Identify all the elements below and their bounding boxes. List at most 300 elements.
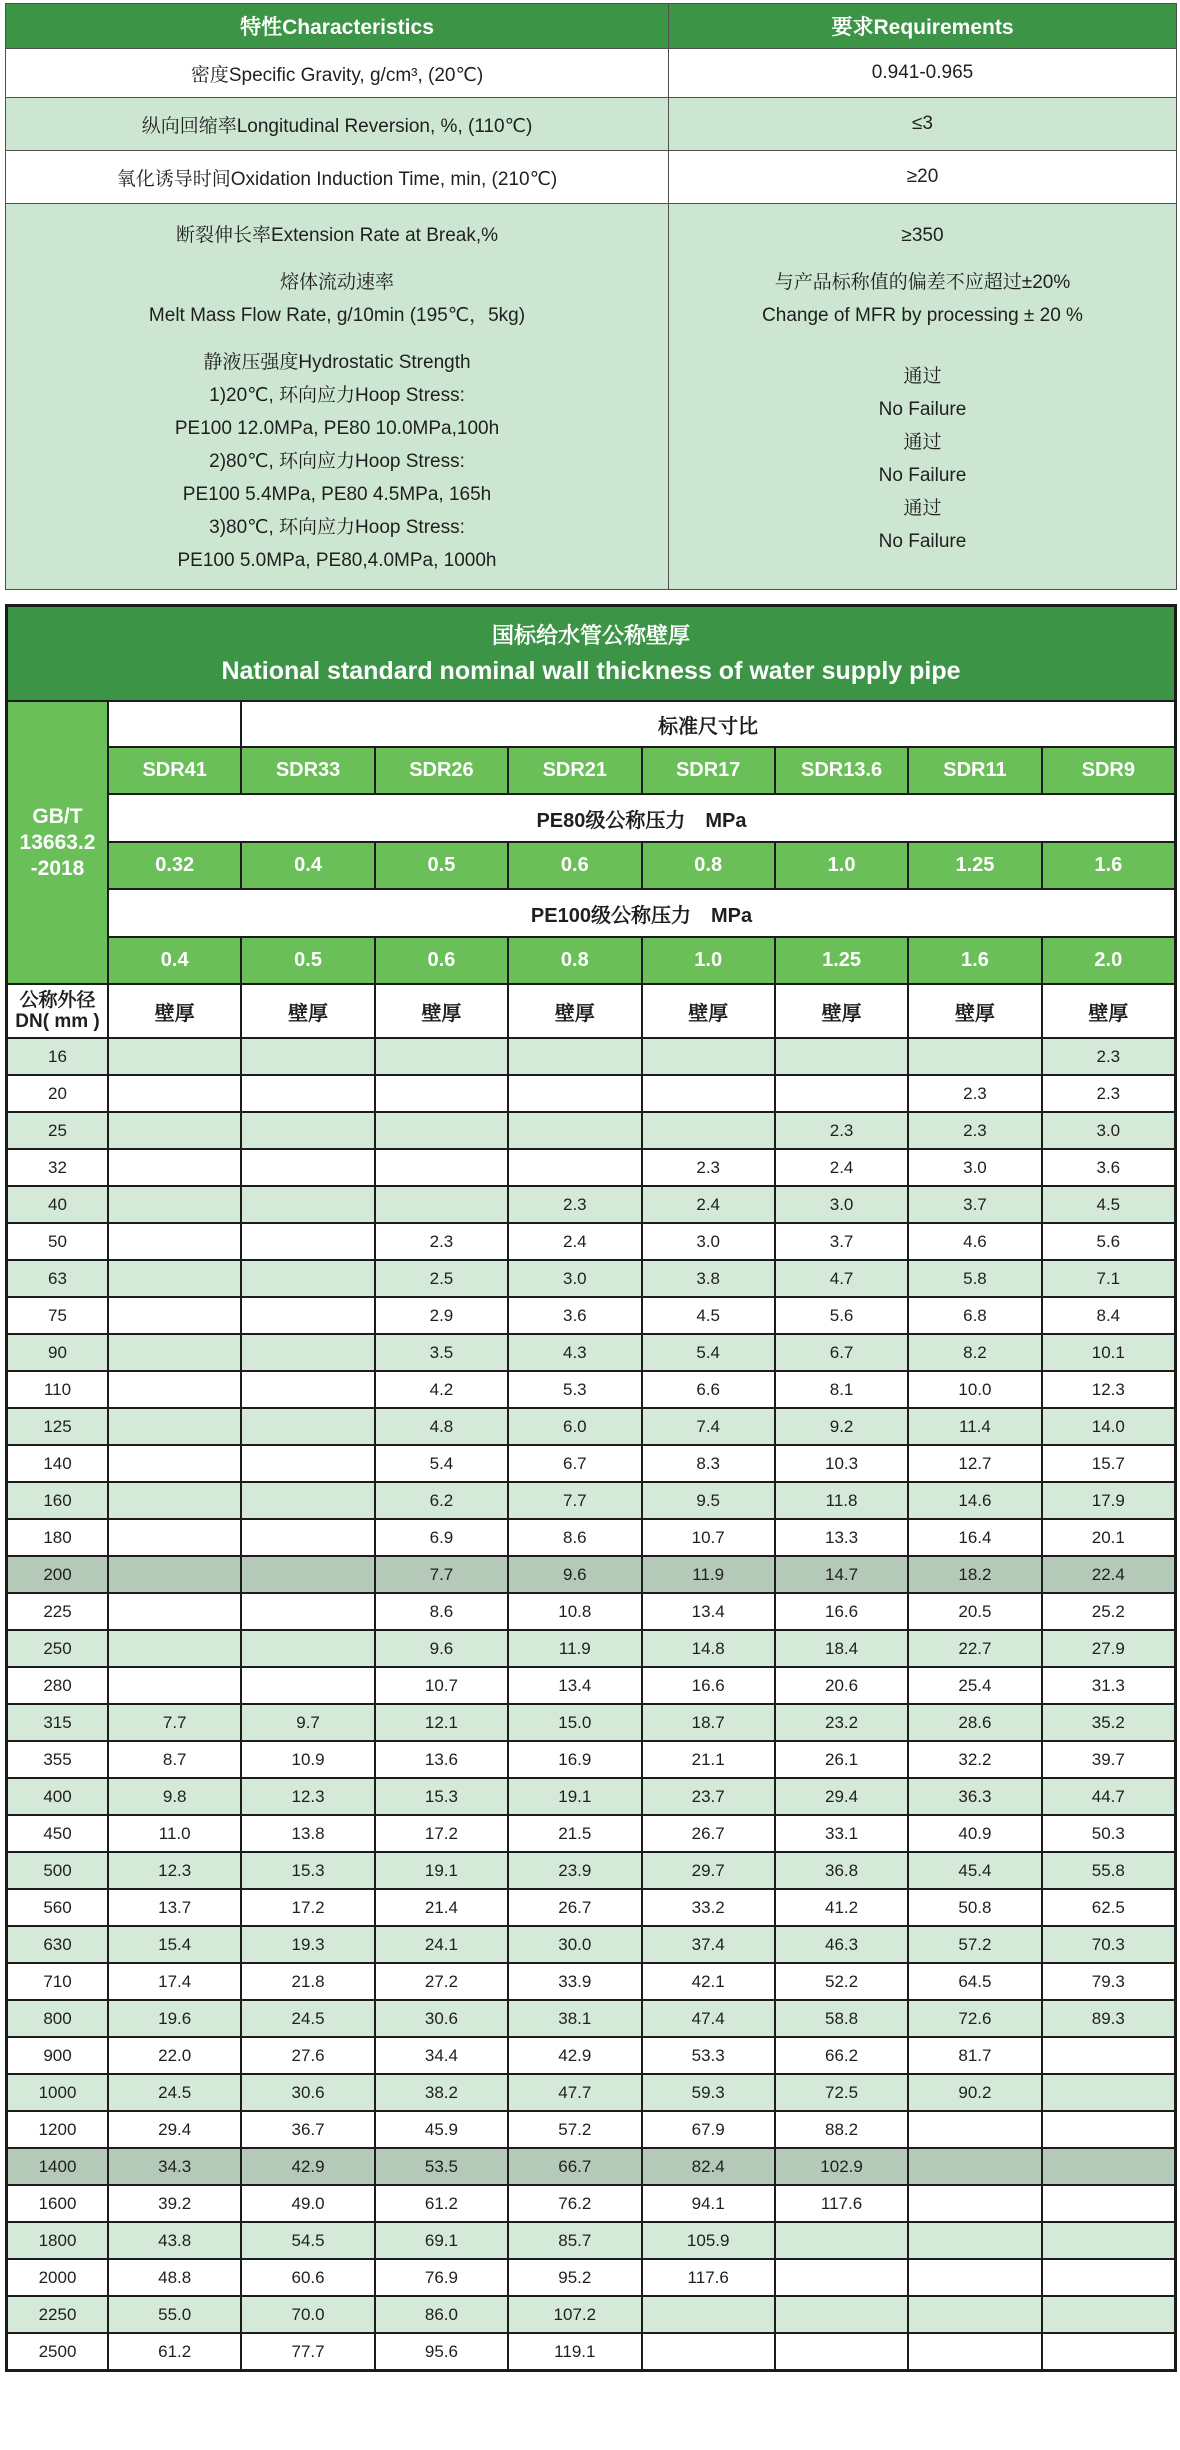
wall-thickness-value: 4.8 xyxy=(376,1409,507,1444)
pe80-pressure-value: 1.6 xyxy=(1043,843,1174,888)
wall-thickness-value: 21.5 xyxy=(509,1816,640,1851)
table-row xyxy=(8,1816,1174,1851)
wall-thickness-value xyxy=(109,1187,240,1222)
wall-thickness-value: 11.0 xyxy=(109,1816,240,1851)
characteristic-line: Melt Mass Flow Rate, g/10min (195℃，5kg) xyxy=(148,305,526,326)
table-row xyxy=(8,2001,1174,2036)
wall-thickness-value: 26.1 xyxy=(776,1742,907,1777)
wall-thickness-value xyxy=(109,1557,240,1592)
wall-thickness-value: 39.7 xyxy=(1043,1742,1174,1777)
wall-thickness-value: 17.4 xyxy=(109,1964,240,1999)
wall-thickness-value: 95.6 xyxy=(376,2334,507,2369)
wall-thickness-value: 67.9 xyxy=(643,2112,774,2147)
wall-thickness-value: 20.5 xyxy=(909,1594,1040,1629)
wall-thickness-value: 21.8 xyxy=(242,1964,373,1999)
wall-thickness-value xyxy=(909,2334,1040,2369)
wall-thickness-value xyxy=(1043,2223,1174,2258)
wall-thickness-value: 47.7 xyxy=(509,2075,640,2110)
wall-thickness-value: 55.8 xyxy=(1043,1853,1174,1888)
wall-thickness-value xyxy=(1043,2186,1174,2221)
wall-thickness-value: 42.9 xyxy=(242,2149,373,2184)
dn-value: 450 xyxy=(8,1816,107,1851)
wall-thickness-value: 20.6 xyxy=(776,1668,907,1703)
wall-thickness-value: 5.8 xyxy=(909,1261,1040,1296)
wall-thickness-value: 34.4 xyxy=(376,2038,507,2073)
table-row xyxy=(8,1261,1174,1296)
wall-thickness-value xyxy=(776,2223,907,2258)
wall-thickness-value: 17.9 xyxy=(1043,1483,1174,1518)
wall-thickness-value xyxy=(909,2297,1040,2332)
wall-thickness-value: 3.0 xyxy=(643,1224,774,1259)
wall-thickness-value: 86.0 xyxy=(376,2297,507,2332)
wall-thickness-value: 2.4 xyxy=(509,1224,640,1259)
wall-thickness-value: 25.2 xyxy=(1043,1594,1174,1629)
wall-thickness-value: 2.3 xyxy=(776,1113,907,1148)
wall-thickness-value xyxy=(109,1039,240,1074)
wall-thickness-value: 64.5 xyxy=(909,1964,1040,1999)
dn-label-line: DN( mm ) xyxy=(15,1011,100,1032)
dn-value: 315 xyxy=(8,1705,107,1740)
wall-thickness-value: 35.2 xyxy=(1043,1705,1174,1740)
wall-thickness-value: 10.1 xyxy=(1043,1335,1174,1370)
table-row xyxy=(8,2223,1174,2258)
wall-thickness-value: 18.2 xyxy=(909,1557,1040,1592)
wall-thickness-value xyxy=(1043,2075,1174,2110)
wall-thickness-value xyxy=(909,1039,1040,1074)
wall-thickness-value xyxy=(109,1520,240,1555)
wall-thickness-value: 33.9 xyxy=(509,1964,640,1999)
wall-thickness-value xyxy=(109,1631,240,1666)
wall-thickness-value xyxy=(109,1261,240,1296)
wall-thickness-value: 6.8 xyxy=(909,1298,1040,1333)
dn-value: 1600 xyxy=(8,2186,107,2221)
dn-value: 16 xyxy=(8,1039,107,1074)
wall-thickness-value: 2.4 xyxy=(776,1150,907,1185)
table-row xyxy=(8,1890,1174,1925)
wall-thickness-value: 7.4 xyxy=(643,1409,774,1444)
dn-value: 200 xyxy=(8,1557,107,1592)
wall-thickness-label: 壁厚 xyxy=(109,985,240,1037)
wall-thickness-value: 53.5 xyxy=(376,2149,507,2184)
wall-thickness-value xyxy=(909,2186,1040,2221)
dn-value: 400 xyxy=(8,1779,107,1814)
requirement-line: No Failure xyxy=(878,531,967,552)
pe80-pressure-value: 0.6 xyxy=(509,843,640,888)
dn-value: 1800 xyxy=(8,2223,107,2258)
wall-thickness-label: 壁厚 xyxy=(242,985,373,1037)
wall-thickness-value: 2.4 xyxy=(643,1187,774,1222)
wall-thickness-label: 壁厚 xyxy=(643,985,774,1037)
pe80-pressure-value: 1.0 xyxy=(776,843,907,888)
wall-thickness-value: 3.7 xyxy=(909,1187,1040,1222)
sdr-columns-row xyxy=(109,748,1174,793)
table-row-merged xyxy=(6,204,1176,589)
wall-thickness-value: 8.2 xyxy=(909,1335,1040,1370)
wall-thickness-value: 2.9 xyxy=(376,1298,507,1333)
wall-thickness-value: 19.1 xyxy=(376,1853,507,1888)
table-row xyxy=(8,1187,1174,1222)
wall-thickness-value: 14.0 xyxy=(1043,1409,1174,1444)
wall-thickness-value xyxy=(376,1076,507,1111)
wall-thickness-value: 8.7 xyxy=(109,1742,240,1777)
standard-number-line: 13663.2 xyxy=(19,830,96,854)
wall-thickness-value: 15.7 xyxy=(1043,1446,1174,1481)
table-row xyxy=(8,2112,1174,2147)
wall-thickness-value: 2.3 xyxy=(643,1150,774,1185)
wall-thickness-value xyxy=(776,2334,907,2369)
wall-thickness-value: 10.8 xyxy=(509,1594,640,1629)
wall-thickness-value: 36.7 xyxy=(242,2112,373,2147)
wall-thickness-value xyxy=(242,1594,373,1629)
wall-thickness-value: 3.5 xyxy=(376,1335,507,1370)
wall-thickness-value: 3.8 xyxy=(643,1261,774,1296)
wall-thickness-value: 3.0 xyxy=(909,1150,1040,1185)
wall-thickness-label: 壁厚 xyxy=(376,985,507,1037)
dn-value: 710 xyxy=(8,1964,107,1999)
wall-thickness-value xyxy=(109,1594,240,1629)
wall-thickness-value: 16.6 xyxy=(643,1668,774,1703)
characteristic-label: 密度Specific Gravity, g/cm³, (20℃) xyxy=(6,49,668,97)
wall-thickness-value: 25.4 xyxy=(909,1668,1040,1703)
wall-thickness-value: 44.7 xyxy=(1043,1779,1174,1814)
wall-thickness-value: 3.6 xyxy=(509,1298,640,1333)
wall-thickness-value: 24.5 xyxy=(242,2001,373,2036)
dn-value: 2250 xyxy=(8,2297,107,2332)
sdr-column-header: SDR17 xyxy=(643,748,774,793)
wall-thickness-value: 22.4 xyxy=(1043,1557,1174,1592)
wall-thickness-value: 52.2 xyxy=(776,1964,907,1999)
table-row xyxy=(8,1520,1174,1555)
dn-value: 25 xyxy=(8,1113,107,1148)
wall-thickness-value: 24.5 xyxy=(109,2075,240,2110)
dn-label-line: 公称外径 xyxy=(19,990,96,1011)
wall-thickness-value: 2.3 xyxy=(1043,1076,1174,1111)
wall-thickness-value: 30.0 xyxy=(509,1927,640,1962)
requirement-line: Change of MFR by processing ± 20 % xyxy=(762,305,1083,326)
table-row xyxy=(8,2186,1174,2221)
wall-thickness-value: 8.1 xyxy=(776,1372,907,1407)
wall-thickness-value: 12.7 xyxy=(909,1446,1040,1481)
wall-thickness-value xyxy=(376,1039,507,1074)
blank-cell xyxy=(109,702,240,746)
wall-thickness-value: 7.7 xyxy=(109,1705,240,1740)
dn-value: 110 xyxy=(8,1372,107,1407)
wall-thickness-value: 13.3 xyxy=(776,1520,907,1555)
wall-thickness-value: 11.4 xyxy=(909,1409,1040,1444)
table-row xyxy=(8,1039,1174,1074)
sdr-title-row xyxy=(109,702,1174,746)
wall-thickness-value: 7.1 xyxy=(1043,1261,1174,1296)
pe80-pressure-header: PE80级公称压力 MPa xyxy=(109,795,1174,841)
wall-thickness-value: 2.3 xyxy=(1043,1039,1174,1074)
wall-thickness-label: 壁厚 xyxy=(1043,985,1174,1037)
table-row xyxy=(8,1853,1174,1888)
dn-value: 1000 xyxy=(8,2075,107,2110)
pe100-pressure-value: 1.25 xyxy=(776,938,907,983)
wall-thickness-value: 89.3 xyxy=(1043,2001,1174,2036)
wall-thickness-value: 11.9 xyxy=(509,1631,640,1666)
wall-thickness-value: 19.6 xyxy=(109,2001,240,2036)
wall-thickness-value: 21.4 xyxy=(376,1890,507,1925)
wall-thickness-value xyxy=(1043,2260,1174,2295)
wall-thickness-value xyxy=(242,1150,373,1185)
wall-thickness-value xyxy=(242,1113,373,1148)
wall-thickness-value: 43.8 xyxy=(109,2223,240,2258)
nominal-outer-diameter-header xyxy=(8,985,107,1037)
dn-value: 2500 xyxy=(8,2334,107,2369)
table-row xyxy=(8,1409,1174,1444)
wall-thickness-value xyxy=(109,1372,240,1407)
wall-thickness-value: 10.7 xyxy=(643,1520,774,1555)
dn-value: 90 xyxy=(8,1335,107,1370)
requirement-line: ≥350 xyxy=(901,225,944,246)
table-row xyxy=(8,1372,1174,1407)
wall-thickness-value: 38.2 xyxy=(376,2075,507,2110)
wall-thickness-value: 9.5 xyxy=(643,1483,774,1518)
characteristic-line: 2)80℃, 环向应力Hoop Stress: xyxy=(209,451,465,472)
wall-thickness-value: 20.1 xyxy=(1043,1520,1174,1555)
wall-thickness-value: 117.6 xyxy=(776,2186,907,2221)
wall-thickness-value xyxy=(109,1668,240,1703)
wall-thickness-value: 15.4 xyxy=(109,1927,240,1962)
table-row xyxy=(8,1113,1174,1148)
sdr-column-header: SDR33 xyxy=(242,748,373,793)
pe100-pressure-value: 1.6 xyxy=(909,938,1040,983)
sdr-column-header: SDR13.6 xyxy=(776,748,907,793)
dn-value: 125 xyxy=(8,1409,107,1444)
wall-thickness-value xyxy=(242,1372,373,1407)
wall-thickness-value: 18.7 xyxy=(643,1705,774,1740)
pe80-pressure-value: 0.32 xyxy=(109,843,240,888)
wall-thickness-value: 6.0 xyxy=(509,1409,640,1444)
dn-value: 1400 xyxy=(8,2149,107,2184)
requirement-line: 与产品标称值的偏差不应超过±20% xyxy=(774,272,1071,293)
wall-thickness-value: 12.3 xyxy=(109,1853,240,1888)
wall-thickness-value: 72.5 xyxy=(776,2075,907,2110)
characteristic-line: PE100 5.4MPa, PE80 4.5MPa, 165h xyxy=(182,484,492,505)
wall-thickness-value: 81.7 xyxy=(909,2038,1040,2073)
wall-thickness-value: 3.0 xyxy=(776,1187,907,1222)
wall-thickness-value xyxy=(242,1224,373,1259)
pe100-pressure-value: 2.0 xyxy=(1043,938,1174,983)
wall-thickness-value: 8.3 xyxy=(643,1446,774,1481)
characteristic-line: PE100 12.0MPa, PE80 10.0MPa,100h xyxy=(174,418,500,439)
dn-value: 630 xyxy=(8,1927,107,1962)
wall-thickness-value: 61.2 xyxy=(376,2186,507,2221)
requirement-line: 通过 xyxy=(903,432,942,453)
wall-thickness-value: 14.7 xyxy=(776,1557,907,1592)
wall-thickness-value: 69.1 xyxy=(376,2223,507,2258)
wall-thickness-value: 15.3 xyxy=(242,1853,373,1888)
wall-thickness-value xyxy=(909,2223,1040,2258)
wall-thickness-value: 4.5 xyxy=(1043,1187,1174,1222)
wall-thickness-value: 31.3 xyxy=(1043,1668,1174,1703)
table-row xyxy=(8,2260,1174,2295)
wall-thickness-value: 26.7 xyxy=(643,1816,774,1851)
wall-thickness-value: 27.9 xyxy=(1043,1631,1174,1666)
wall-thickness-value xyxy=(242,1409,373,1444)
wall-thickness-value: 9.8 xyxy=(109,1779,240,1814)
wall-thickness-value: 82.4 xyxy=(643,2149,774,2184)
wall-thickness-value: 18.4 xyxy=(776,1631,907,1666)
table-row xyxy=(6,98,1176,150)
wall-thickness-value: 23.9 xyxy=(509,1853,640,1888)
table-row xyxy=(8,1446,1174,1481)
wall-thickness-value: 53.3 xyxy=(643,2038,774,2073)
wall-thickness-value xyxy=(509,1113,640,1148)
wall-thickness-value: 60.6 xyxy=(242,2260,373,2295)
table-row xyxy=(8,1779,1174,1814)
wall-thickness-value: 32.2 xyxy=(909,1742,1040,1777)
wall-thickness-value xyxy=(109,1483,240,1518)
table-title-en: National standard nominal wall thickness of water supply pipe xyxy=(221,656,961,685)
wall-thickness-value xyxy=(376,1113,507,1148)
requirement-multiline-cell xyxy=(669,204,1176,589)
wall-thickness-value: 14.6 xyxy=(909,1483,1040,1518)
wall-thickness-value xyxy=(242,1668,373,1703)
requirement-line: 通过 xyxy=(903,366,942,387)
wall-thickness-value: 5.6 xyxy=(1043,1224,1174,1259)
wall-thickness-value xyxy=(776,1076,907,1111)
sdr-ratio-header: 标准尺寸比 xyxy=(242,702,1174,746)
pe80-pressure-title-row xyxy=(109,795,1174,841)
characteristic-label: 纵向回缩率Longitudinal Reversion, %, (110℃) xyxy=(6,98,668,150)
wall-thickness-value: 76.9 xyxy=(376,2260,507,2295)
table-row xyxy=(8,2297,1174,2332)
wall-thickness-value xyxy=(242,1557,373,1592)
wall-thickness-value xyxy=(109,1113,240,1148)
wall-thickness-value: 41.2 xyxy=(776,1890,907,1925)
wall-thickness-value: 2.3 xyxy=(509,1187,640,1222)
wall-thickness-value: 5.3 xyxy=(509,1372,640,1407)
wall-thickness-value: 37.4 xyxy=(643,1927,774,1962)
table-row xyxy=(8,2149,1174,2184)
wall-thickness-value: 10.7 xyxy=(376,1668,507,1703)
wall-thickness-value: 8.4 xyxy=(1043,1298,1174,1333)
table-row xyxy=(8,1557,1174,1592)
wall-thickness-value: 39.2 xyxy=(109,2186,240,2221)
wall-thickness-value: 57.2 xyxy=(509,2112,640,2147)
dn-value: 2000 xyxy=(8,2260,107,2295)
wall-thickness-value: 6.2 xyxy=(376,1483,507,1518)
wall-thickness-value: 36.8 xyxy=(776,1853,907,1888)
wall-thickness-value: 38.1 xyxy=(509,2001,640,2036)
wall-thickness-value xyxy=(909,2112,1040,2147)
wall-thickness-value: 3.7 xyxy=(776,1224,907,1259)
table-row xyxy=(8,1298,1174,1333)
wall-thickness-value: 54.5 xyxy=(242,2223,373,2258)
wall-thickness-value: 47.4 xyxy=(643,2001,774,2036)
wall-thickness-value: 12.3 xyxy=(1043,1372,1174,1407)
wall-thickness-value: 33.1 xyxy=(776,1816,907,1851)
pe100-pressure-value: 1.0 xyxy=(643,938,774,983)
dn-value: 180 xyxy=(8,1520,107,1555)
requirement-line: No Failure xyxy=(878,399,967,420)
wall-thickness-value xyxy=(1043,2297,1174,2332)
wall-thickness-value: 13.8 xyxy=(242,1816,373,1851)
wall-thickness-value xyxy=(509,1150,640,1185)
wall-thickness-label: 壁厚 xyxy=(776,985,907,1037)
wall-thickness-value: 8.6 xyxy=(376,1594,507,1629)
pe100-pressure-title-row xyxy=(109,890,1174,936)
wall-thickness-value: 6.7 xyxy=(509,1446,640,1481)
wall-thickness-value: 22.7 xyxy=(909,1631,1040,1666)
wall-thickness-value: 50.3 xyxy=(1043,1816,1174,1851)
wall-thickness-table xyxy=(5,604,1177,2372)
characteristics-header: 特性Characteristics xyxy=(6,4,668,48)
wall-thickness-table-header xyxy=(8,702,1174,983)
dn-value: 225 xyxy=(8,1594,107,1629)
wall-thickness-value: 61.2 xyxy=(109,2334,240,2369)
characteristic-label: 氧化诱导时间Oxidation Induction Time, min, (210℃) xyxy=(6,151,668,203)
dn-value: 250 xyxy=(8,1631,107,1666)
dn-value: 20 xyxy=(8,1076,107,1111)
wall-thickness-value: 59.3 xyxy=(643,2075,774,2110)
wall-thickness-table-title xyxy=(8,607,1174,700)
requirement-line: No Failure xyxy=(878,465,967,486)
dn-value: 900 xyxy=(8,2038,107,2073)
table-row xyxy=(8,1705,1174,1740)
wall-thickness-value: 9.6 xyxy=(376,1631,507,1666)
dn-value: 63 xyxy=(8,1261,107,1296)
dn-value: 160 xyxy=(8,1483,107,1518)
wall-thickness-value: 2.3 xyxy=(909,1076,1040,1111)
characteristics-table-header-row xyxy=(6,4,1176,48)
wall-thickness-value: 30.6 xyxy=(376,2001,507,2036)
wall-thickness-value xyxy=(1043,2038,1174,2073)
document-content xyxy=(5,0,1177,2372)
wall-thickness-value: 26.7 xyxy=(509,1890,640,1925)
characteristic-multiline-cell xyxy=(6,204,668,589)
wall-thickness-value xyxy=(242,1631,373,1666)
wall-thickness-value: 6.7 xyxy=(776,1335,907,1370)
characteristic-line: 静液压强度Hydrostatic Strength xyxy=(203,352,471,373)
wall-thickness-value: 29.7 xyxy=(643,1853,774,1888)
wall-thickness-value: 29.4 xyxy=(776,1779,907,1814)
wall-thickness-value: 13.6 xyxy=(376,1742,507,1777)
wall-thickness-value: 19.1 xyxy=(509,1779,640,1814)
wall-thickness-value: 94.1 xyxy=(643,2186,774,2221)
wall-thickness-value: 62.5 xyxy=(1043,1890,1174,1925)
dn-value: 50 xyxy=(8,1224,107,1259)
dn-value: 280 xyxy=(8,1668,107,1703)
wall-thickness-value: 4.7 xyxy=(776,1261,907,1296)
wall-thickness-value: 58.8 xyxy=(776,2001,907,2036)
table-row xyxy=(6,49,1176,97)
pe80-pressure-value: 1.25 xyxy=(909,843,1040,888)
wall-thickness-value: 29.4 xyxy=(109,2112,240,2147)
pe100-pressure-value: 0.5 xyxy=(242,938,373,983)
wall-thickness-value: 17.2 xyxy=(376,1816,507,1851)
wall-thickness-value: 24.1 xyxy=(376,1927,507,1962)
pe100-pressure-value: 0.4 xyxy=(109,938,240,983)
table-row xyxy=(8,1150,1174,1185)
wall-thickness-value: 70.0 xyxy=(242,2297,373,2332)
wall-thickness-value: 4.3 xyxy=(509,1335,640,1370)
column-labels-row xyxy=(8,985,1174,1037)
wall-thickness-value: 119.1 xyxy=(509,2334,640,2369)
wall-thickness-value: 88.2 xyxy=(776,2112,907,2147)
wall-thickness-value: 72.6 xyxy=(909,2001,1040,2036)
characteristic-line: 1)20℃, 环向应力Hoop Stress: xyxy=(209,385,465,406)
wall-thickness-value: 5.4 xyxy=(643,1335,774,1370)
characteristic-line: 3)80℃, 环向应力Hoop Stress: xyxy=(209,517,465,538)
wall-thickness-value: 5.6 xyxy=(776,1298,907,1333)
wall-thickness-value: 13.4 xyxy=(643,1594,774,1629)
table-row xyxy=(8,1594,1174,1629)
sdr-column-header: SDR11 xyxy=(909,748,1040,793)
table-row xyxy=(8,1668,1174,1703)
